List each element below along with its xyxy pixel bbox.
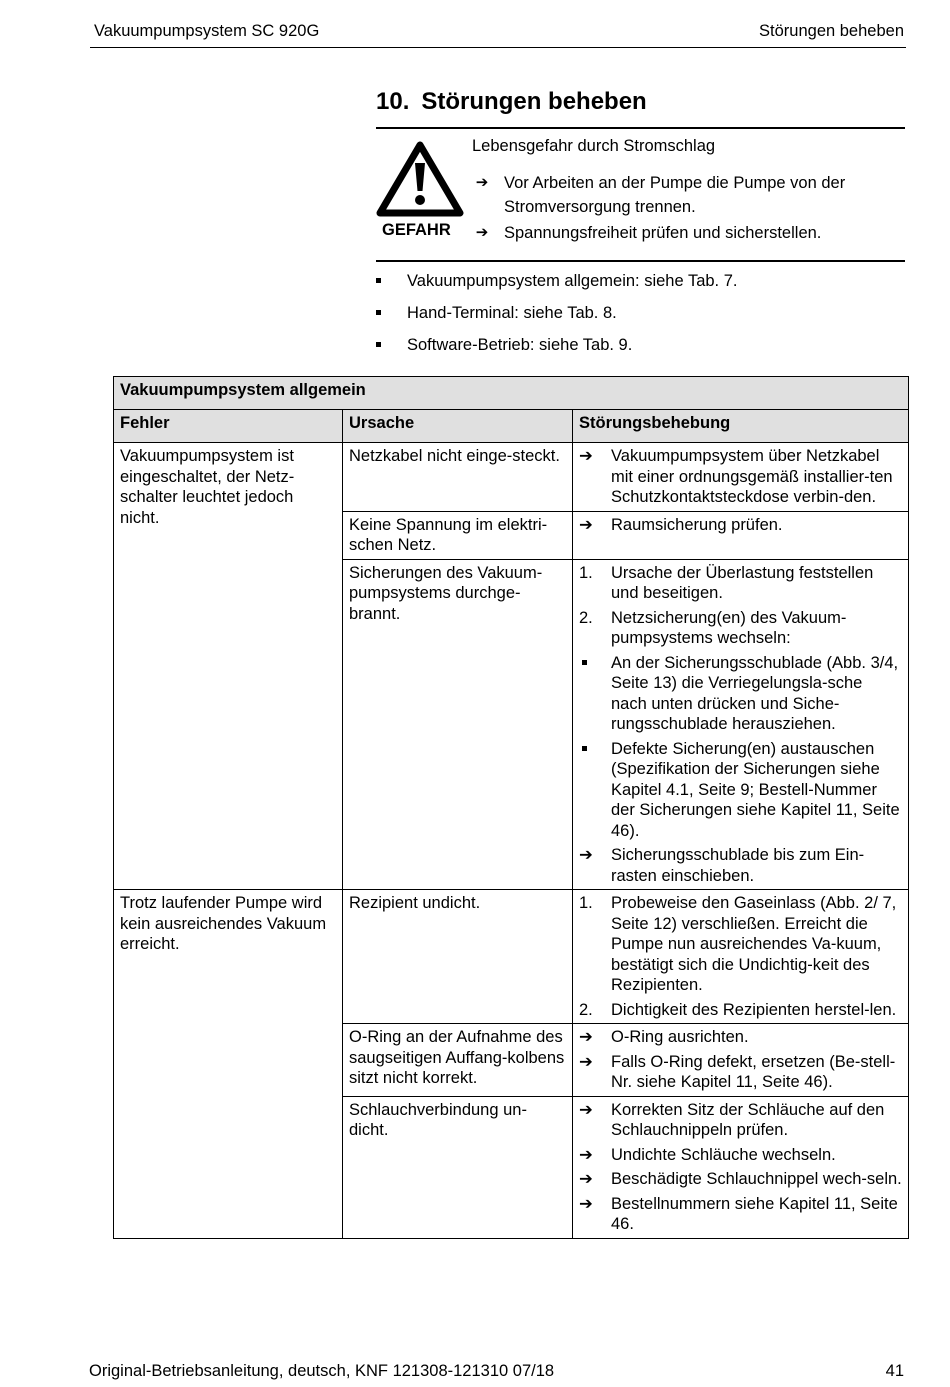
remedy-text: Korrekten Sitz der Schläuche auf den Schlauchnippeln prüfen. xyxy=(611,1100,885,1139)
cause-cell: O-Ring an der Aufnahme des saugseitigen Auffang-kolbens sitzt nicht korrekt. xyxy=(343,1024,573,1097)
page-number: 41 xyxy=(885,1362,904,1380)
chapter-title: Störungen beheben xyxy=(421,88,647,115)
remedy-text: Beschädigte Schlauchnippel wech-seln. xyxy=(611,1170,902,1188)
cause-cell: Schlauchverbindung un-dicht. xyxy=(343,1096,573,1238)
step-number: 1. xyxy=(579,894,593,912)
reference-item: Vakuumpumpsystem allgemein: siehe Tab. 7. xyxy=(376,270,737,292)
remedy-text: Dichtigkeit des Rezipienten herstel-len. xyxy=(611,1000,897,1019)
remedy-step xyxy=(579,1194,902,1235)
column-header-remedy: Störungsbehebung xyxy=(573,410,909,443)
remedy-text: Netzsicherung(en) des Vakuum-pumpsystems wechseln: xyxy=(611,608,847,647)
reference-item: Hand-Terminal: siehe Tab. 8. xyxy=(376,302,737,324)
remedy-step xyxy=(579,515,902,536)
arrow-icon: ➔ xyxy=(579,846,593,864)
remedy-text: Ursache der Überlastung feststellen und beseitigen. xyxy=(611,563,874,602)
remedy-text: Undichte Schläuche wechseln. xyxy=(611,1145,836,1164)
arrow-icon: ➔ xyxy=(579,1028,593,1046)
troubleshooting-table xyxy=(113,376,909,1239)
remedy-text: O-Ring ausrichten. xyxy=(611,1028,749,1046)
arrow-icon: ➔ xyxy=(579,1170,593,1188)
arrow-icon: ➔ xyxy=(579,1052,593,1071)
reference-item: Software-Betrieb: siehe Tab. 9. xyxy=(376,334,737,356)
header-doc-title: Vakuumpumpsystem SC 920G xyxy=(94,22,320,40)
hazard-text: Lebensgefahr durch Stromschlag xyxy=(472,137,716,155)
fault-cell: Trotz laufender Pumpe wird kein ausreichendes Vakuum erreicht. xyxy=(114,890,343,1239)
cause-cell: Netzkabel nicht einge-steckt. xyxy=(343,443,573,512)
danger-actions xyxy=(472,171,902,247)
remedy-step xyxy=(579,893,902,996)
remedy-cell xyxy=(573,1024,909,1097)
remedy-step xyxy=(579,1052,902,1093)
remedy-step xyxy=(579,1145,902,1166)
remedy-cell xyxy=(573,890,909,1024)
arrow-icon: ➔ xyxy=(579,1194,593,1213)
table-section-title: Vakuumpumpsystem allgemein xyxy=(114,377,909,410)
cause-cell: Rezipient undicht. xyxy=(343,890,573,1024)
remedy-text: Raumsicherung prüfen. xyxy=(611,515,783,534)
arrow-icon: ➔ xyxy=(579,1100,593,1119)
step-number: 2. xyxy=(579,608,593,627)
remedy-text: Sicherungsschublade bis zum Ein-rasten einschieben. xyxy=(611,846,865,885)
arrow-icon: ➔ xyxy=(475,224,489,241)
chapter-heading xyxy=(376,88,647,116)
remedy-step xyxy=(579,845,902,886)
warning-triangle-icon xyxy=(376,139,464,219)
header-divider xyxy=(90,47,906,48)
step-number: 1. xyxy=(579,563,593,582)
cause-cell: Sicherungen des Vakuum-pumpsystems durchge-brannt. xyxy=(343,559,573,890)
remedy-text: An der Sicherungsschublade (Abb. 3/4, Seite 13) die Verriegelungsla-sche nach unten drücken und Siche-rungsschublade herausziehen. xyxy=(611,653,899,733)
arrow-icon: ➔ xyxy=(579,1145,593,1164)
remedy-step xyxy=(579,1100,902,1141)
chapter-number: 10. xyxy=(376,88,410,115)
remedy-step xyxy=(579,1027,902,1048)
footer-doc-info: Original-Betriebsanleitung, deutsch, KNF 121308-121310 07/18 xyxy=(89,1362,555,1380)
bullet-icon xyxy=(376,342,381,347)
remedy-text: Bestellnummern siehe Kapitel 11, Seite 46. xyxy=(611,1194,898,1233)
bullet-icon xyxy=(376,278,381,283)
bullet-icon xyxy=(582,660,587,665)
remedy-cell xyxy=(573,443,909,512)
danger-notice xyxy=(376,127,905,262)
fault-cell: Vakuumpumpsystem ist eingeschaltet, der Netz-schalter leuchtet jedoch nicht. xyxy=(114,443,343,890)
remedy-step xyxy=(579,563,902,604)
bullet-icon xyxy=(582,746,587,751)
arrow-icon: ➔ xyxy=(475,174,489,191)
remedy-text: Defekte Sicherung(en) austauschen (Spezifikation der Sicherungen siehe Kapitel 4.1, Seite 9; Bestell-Nummer der Sicherungen siehe Kapitel 11, Seite 46). xyxy=(611,739,900,840)
table-row xyxy=(114,890,909,1024)
remedy-cell xyxy=(573,511,909,559)
remedy-step xyxy=(579,739,902,842)
remedy-text: Probeweise den Gaseinlass (Abb. 2/ 7, Seite 12) verschließen. Erreicht die Pumpe nun ausreichendes Va-kuum, bestätigt sich die Undichtig-keit des Rezipienten. xyxy=(611,894,897,994)
remedy-text: Vakuumpumpsystem über Netzkabel mit einer ordnungsgemäß installier-ten Schutzkontaktsteckdose verbin-den. xyxy=(611,447,893,506)
remedy-cell xyxy=(573,1096,909,1238)
column-header-cause: Ursache xyxy=(343,410,573,443)
remedy-step xyxy=(579,608,902,649)
bullet-icon xyxy=(376,310,381,315)
danger-action: ➔ Spannungsfreiheit prüfen und sicherstellen. xyxy=(472,221,902,245)
arrow-icon: ➔ xyxy=(579,515,593,534)
danger-action: ➔ Vor Arbeiten an der Pumpe die Pumpe von der Stromversorgung trennen. xyxy=(472,171,902,219)
cause-cell: Keine Spannung im elektri-schen Netz. xyxy=(343,511,573,559)
remedy-step xyxy=(579,1000,902,1021)
remedy-step xyxy=(579,446,902,508)
remedy-cell xyxy=(573,559,909,890)
reference-list xyxy=(376,270,737,366)
column-header-fault: Fehler xyxy=(114,410,343,443)
arrow-icon: ➔ xyxy=(579,447,593,465)
remedy-step xyxy=(579,653,902,735)
signal-word: GEFAHR xyxy=(382,221,451,239)
header-section-title: Störungen beheben xyxy=(759,22,904,40)
remedy-text: Falls O-Ring defekt, ersetzen (Be-stell-Nr. siehe Kapitel 11, Seite 46). xyxy=(611,1052,896,1091)
table-row xyxy=(114,443,909,512)
step-number: 2. xyxy=(579,1000,593,1019)
remedy-step xyxy=(579,1169,902,1190)
